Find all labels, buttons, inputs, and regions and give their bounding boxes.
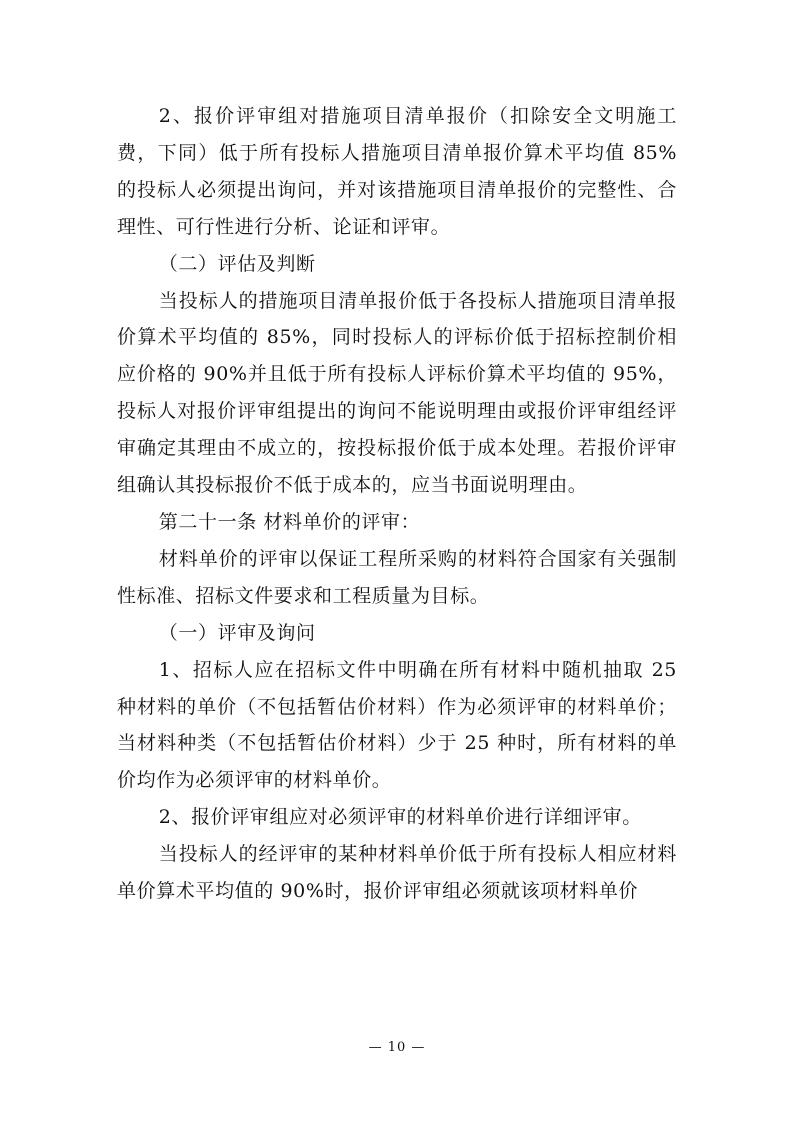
body-text (117, 98, 677, 910)
paragraph-below-cost-rule: 当投标人的措施项目清单报价低于各投标人措施项目清单报价算术平均值的 85%，同时投标人的评标价低于招标控制价相应价格的 90%并且低于所有投标人评标价算术平均值的 95%，投标人对报价评审组提出的询问不能说明理由或报价评审组经评审确定其理由不成立的，按投标报价低于成本处理。若报价评审组确认其投标报价不低于成本的，应当书面说明理由。 (117, 289, 677, 497)
page-number: — 10 — (368, 1040, 426, 1055)
paragraph-detailed-review: 2、报价评审组应对必须评审的材料单价进行详细评审。 (158, 806, 642, 829)
paragraph-material-price-goal: 材料单价的评审以保证工程所采购的材料符合国家有关强制性标准、招标文件要求和工程质量为目标。 (117, 547, 677, 607)
paragraph-random-25-materials: 1、招标人应在招标文件中明确在所有材料中随机抽取 25 种材料的单价（不包括暂估价材料）作为必须评审的材料单价；当材料种类（不包括暂估价材料）少于 25 种时，所有材料的单价均作为必须评审的材料单价。 (117, 658, 677, 792)
subheading-review-inquiry: （一）评审及询问 (158, 621, 316, 644)
article-21-heading: 第二十一条 材料单价的评审： (158, 510, 421, 533)
paragraph-measures-review: 2、报价评审组对措施项目清单报价（扣除安全文明施工费，下同）低于所有投标人措施项目清单报价算术平均值 85%的投标人必须提出询问，并对该措施项目清单报价的完整性、合理性、可行性进行分析、论证和评审。 (117, 105, 677, 238)
paragraph-material-below-average: 当投标人的经评审的某种材料单价低于所有投标人相应材料单价算术平均值的 90%时，报价评审组必须就该项材料单价 (117, 843, 677, 903)
subheading-assessment-judgment: （二）评估及判断 (158, 252, 316, 275)
